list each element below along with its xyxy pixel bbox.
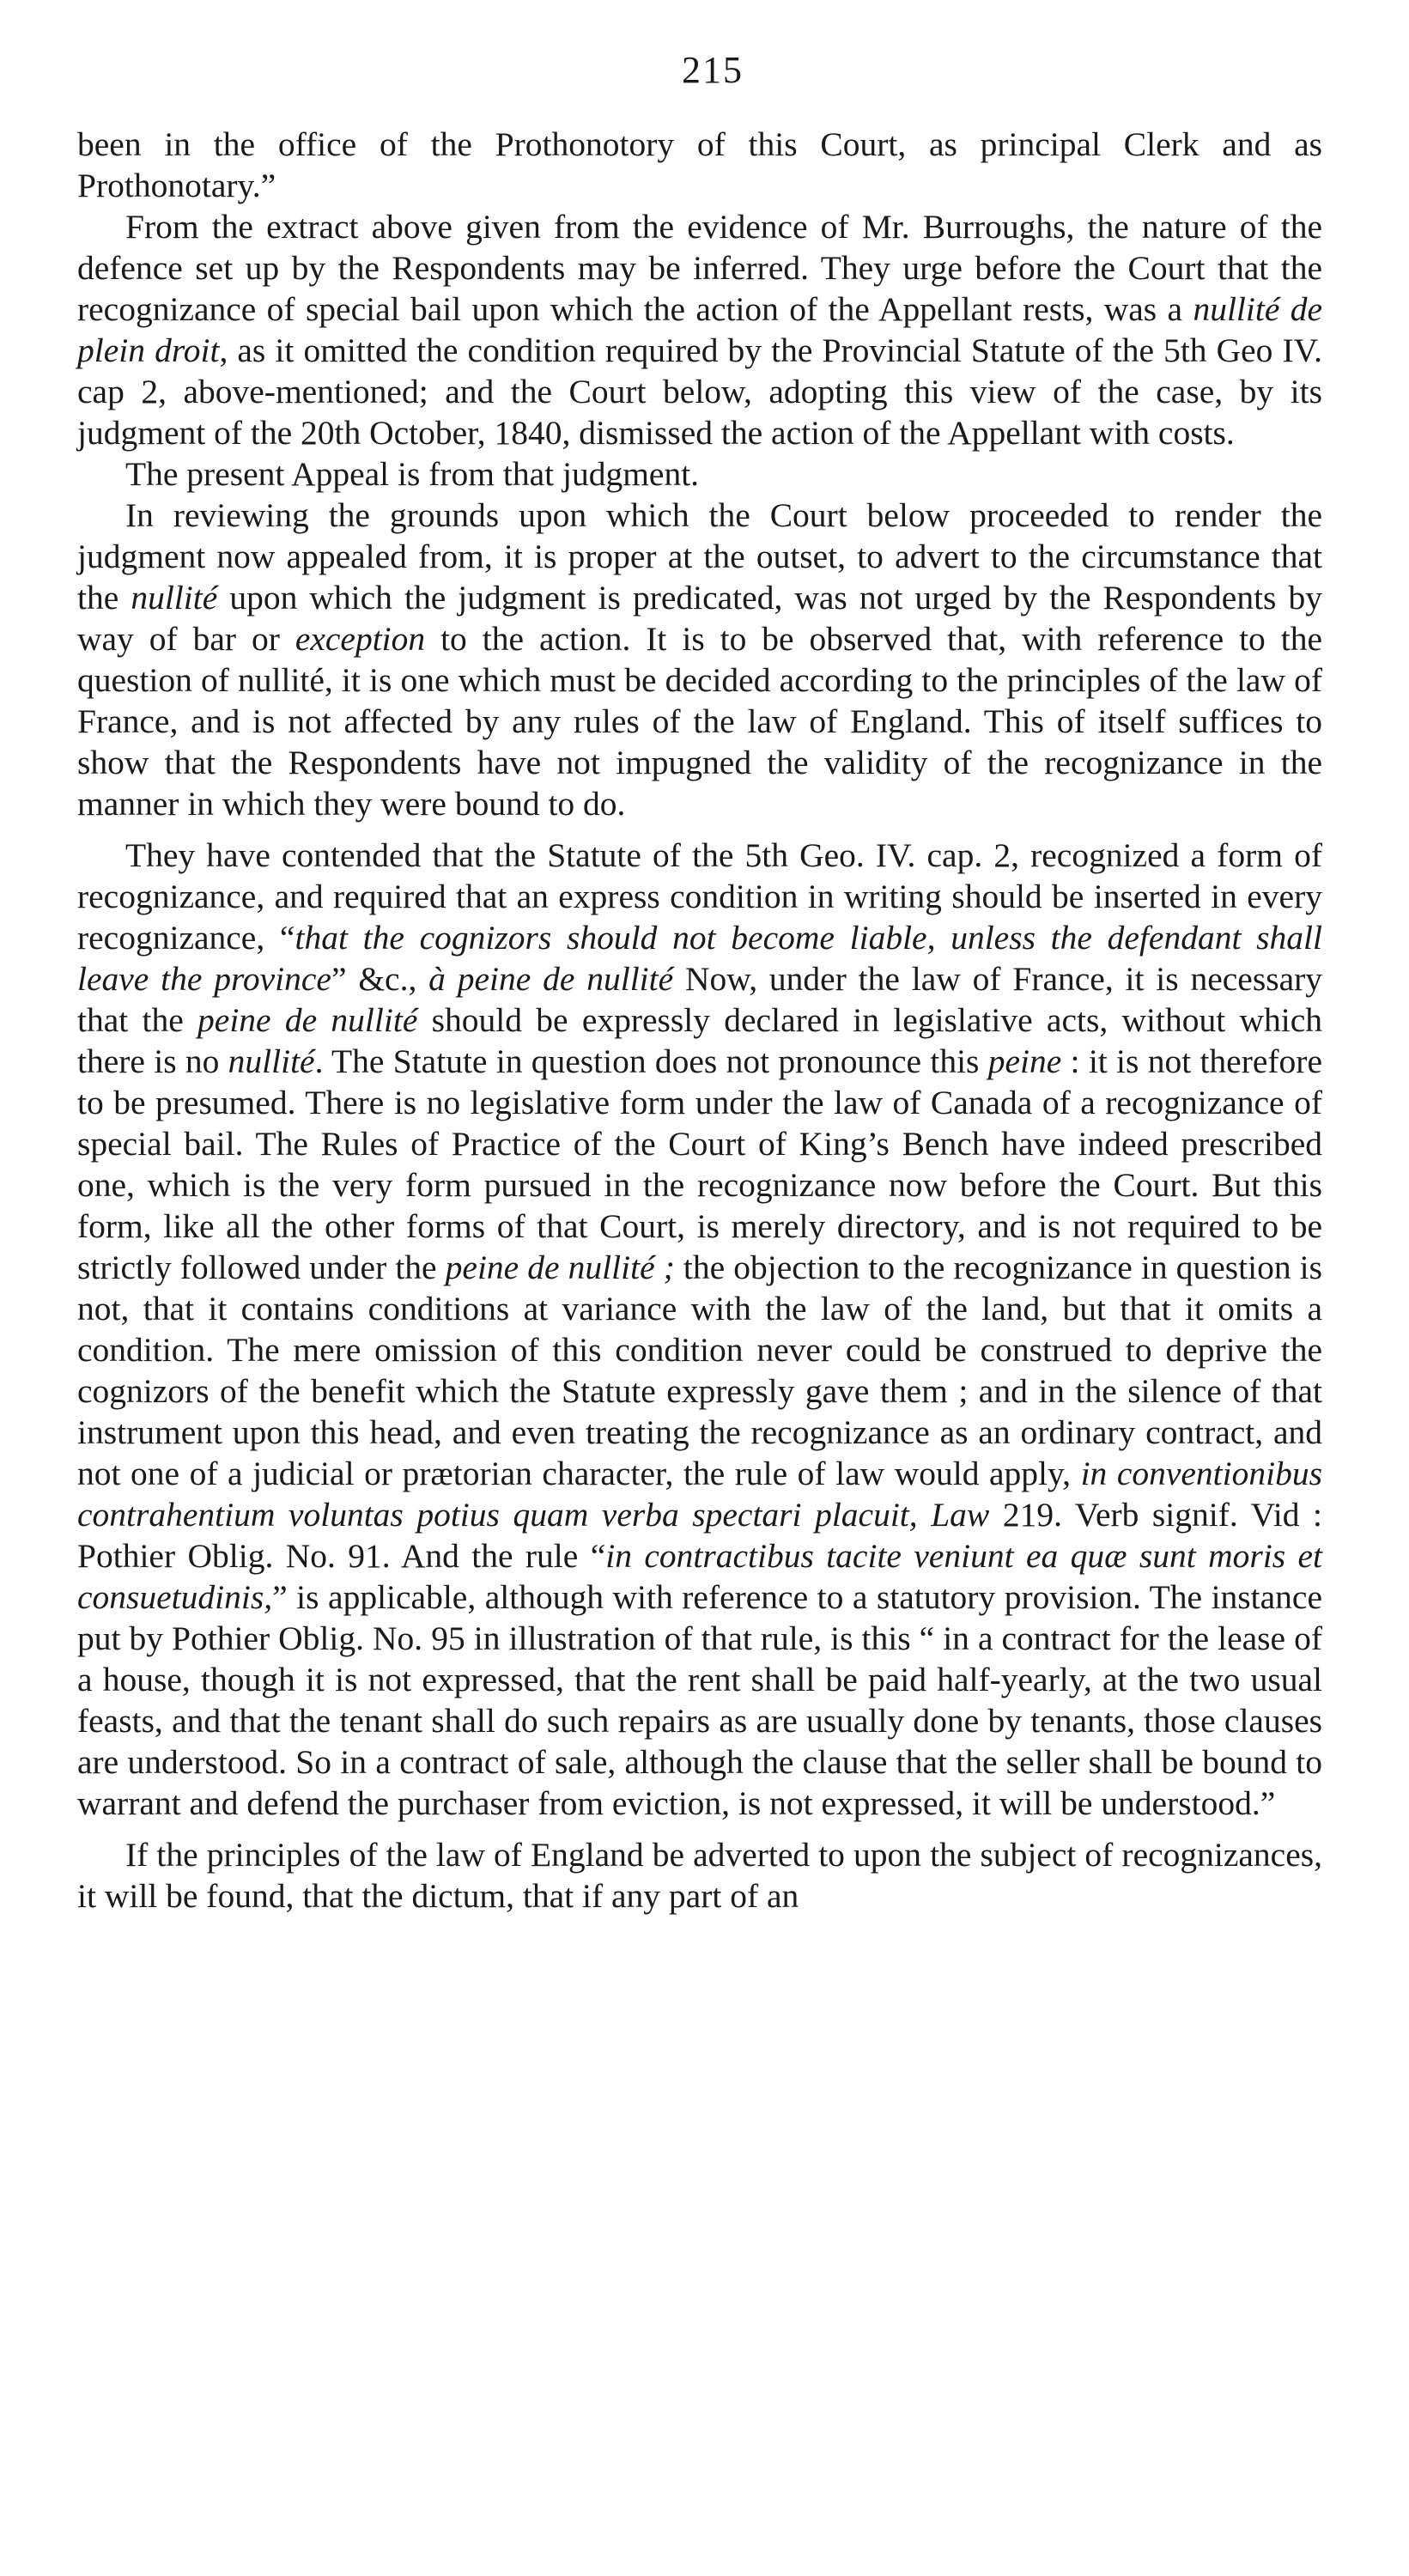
- text-run: Now, under the law of France, it is necessary that the: [77, 960, 1323, 1039]
- paragraph-p2: [77, 206, 1322, 453]
- text-run: In reviewing the grounds upon which the Court below proceeded to render the judgment now appealed from, it is proper at the outset, to advert to the circumstance that the: [77, 496, 1322, 617]
- italic-phrase: nullité: [131, 579, 218, 617]
- page-number: 215: [682, 49, 744, 91]
- italic-phrase: peine de nullité: [197, 1001, 418, 1039]
- italic-phrase: that the cognizors should not become liable, unless the defendant shall leave the province: [77, 919, 1322, 998]
- paragraph-p5: [77, 835, 1322, 1824]
- italic-phrase: exception: [295, 620, 426, 658]
- text-run: ” is applicable, although with reference to a statutory provision. The instance put by Pothier Oblig. No. 95 in illustration of that rule, is this “ in a contract for the lease of a house, though it is not expressed, that the rent shall be paid half-yearly, at the two usual feasts, and that the tenant shall do such repairs as are usually done by tenants, those clauses are understood. So in a contract of sale, although the clause that the seller shall be bound to warrant and defend the purchaser from eviction, is not expressed, it will be understood.”: [77, 1578, 1322, 1822]
- text-run: From the extract above given from the evidence of Mr. Burroughs, the nature of the defence set up by the Respondents may be inferred. They urge before the Court that the recognizance of special bail upon which the action of the Appellant rests, was a: [77, 208, 1322, 328]
- italic-phrase: in contractibus tacite veniunt ea quæ sunt moris et consuetudinis,: [77, 1537, 1322, 1616]
- text-run: : it is not therefore to be presumed. There is no legislative form under the law of Canada of a recognizance of special bail. The Rules of Practice of the Court of King’s Bench have indeed prescribed one, which is the very form pursued in the recognizance now before the Court. But this form, like all the other forms of that Court, is merely directory, and is not required to be strictly followed under the: [77, 1042, 1322, 1286]
- text-run: They have contended that the Statute of the 5th Geo. IV. cap. 2, recognized a form of recognizance, and required that an express condition in writing should be inserted in every recognizance, “: [77, 836, 1322, 957]
- text-run: to the action. It is to be observed that, with reference to the question of nullité, it is one which must be decided according to the principles of the law of France, and is not affected by any rules of the law of England. This of itself suffices to show that the Respondents have not impugned the validity of the recognizance in the manner in which they were bound to do.: [77, 620, 1322, 823]
- body-text: [77, 124, 1322, 1917]
- text-run: the objection to the recognizance in question is not, that it contains conditions at variance with the law of the land, but that it omits a condition. The mere omission of this condition never could be construed to deprive the cognizors of the benefit which the Statute expressly gave them ; and in the silence of that instrument upon this head, and even treating the recognizance as an ordinary contract, and not one of a judicial or prætorian character, the rule of law would apply,: [77, 1249, 1323, 1492]
- text-run: . The Statute in question does not pronounce this: [314, 1042, 988, 1080]
- italic-phrase: à peine de nullité: [428, 960, 674, 998]
- italic-phrase: peine: [987, 1042, 1062, 1080]
- paragraph-p6: [77, 1834, 1322, 1917]
- italic-phrase: nullité de plein droit: [77, 290, 1323, 369]
- text-run: If the principles of the law of England be adverted to upon the subject of recognizances, it will be found, that the dictum, that if any part of an: [77, 1836, 1322, 1915]
- text-run: should be expressly declared in legislative acts, without which there is no: [77, 1001, 1322, 1080]
- text-run: ” &c.,: [331, 960, 429, 998]
- text-run: 219. Verb signif. Vid : Pothier Oblig. No. 91. And the rule “: [77, 1496, 1323, 1575]
- italic-phrase: peine de nullité ;: [445, 1249, 675, 1286]
- paragraph-p4: [77, 495, 1322, 824]
- text-run: been in the office of the Prothonotory of this Court, as principal Clerk and as Prothonotary.”: [77, 125, 1322, 204]
- italic-phrase: in conventionibus contrahentium voluntas potius quam verba spectari placuit, Law: [77, 1455, 1322, 1534]
- paragraph-p3: [77, 453, 1322, 495]
- text-run: , as it omitted the condition required by the Provincial Statute of the 5th Geo IV. cap 2, above-mentioned; and the Court below, adopting this view of the case, by its judgment of the 20th October, 1840, dismissed the action of the Appellant with costs.: [77, 331, 1322, 452]
- paragraph-p1: [77, 124, 1322, 206]
- text-run: The present Appeal is from that judgment.: [125, 455, 700, 493]
- italic-phrase: nullité: [228, 1042, 315, 1080]
- text-run: upon which the judgment is predicated, was not urged by the Respondents by way of bar or: [77, 579, 1322, 658]
- document-page: [77, 49, 1323, 2542]
